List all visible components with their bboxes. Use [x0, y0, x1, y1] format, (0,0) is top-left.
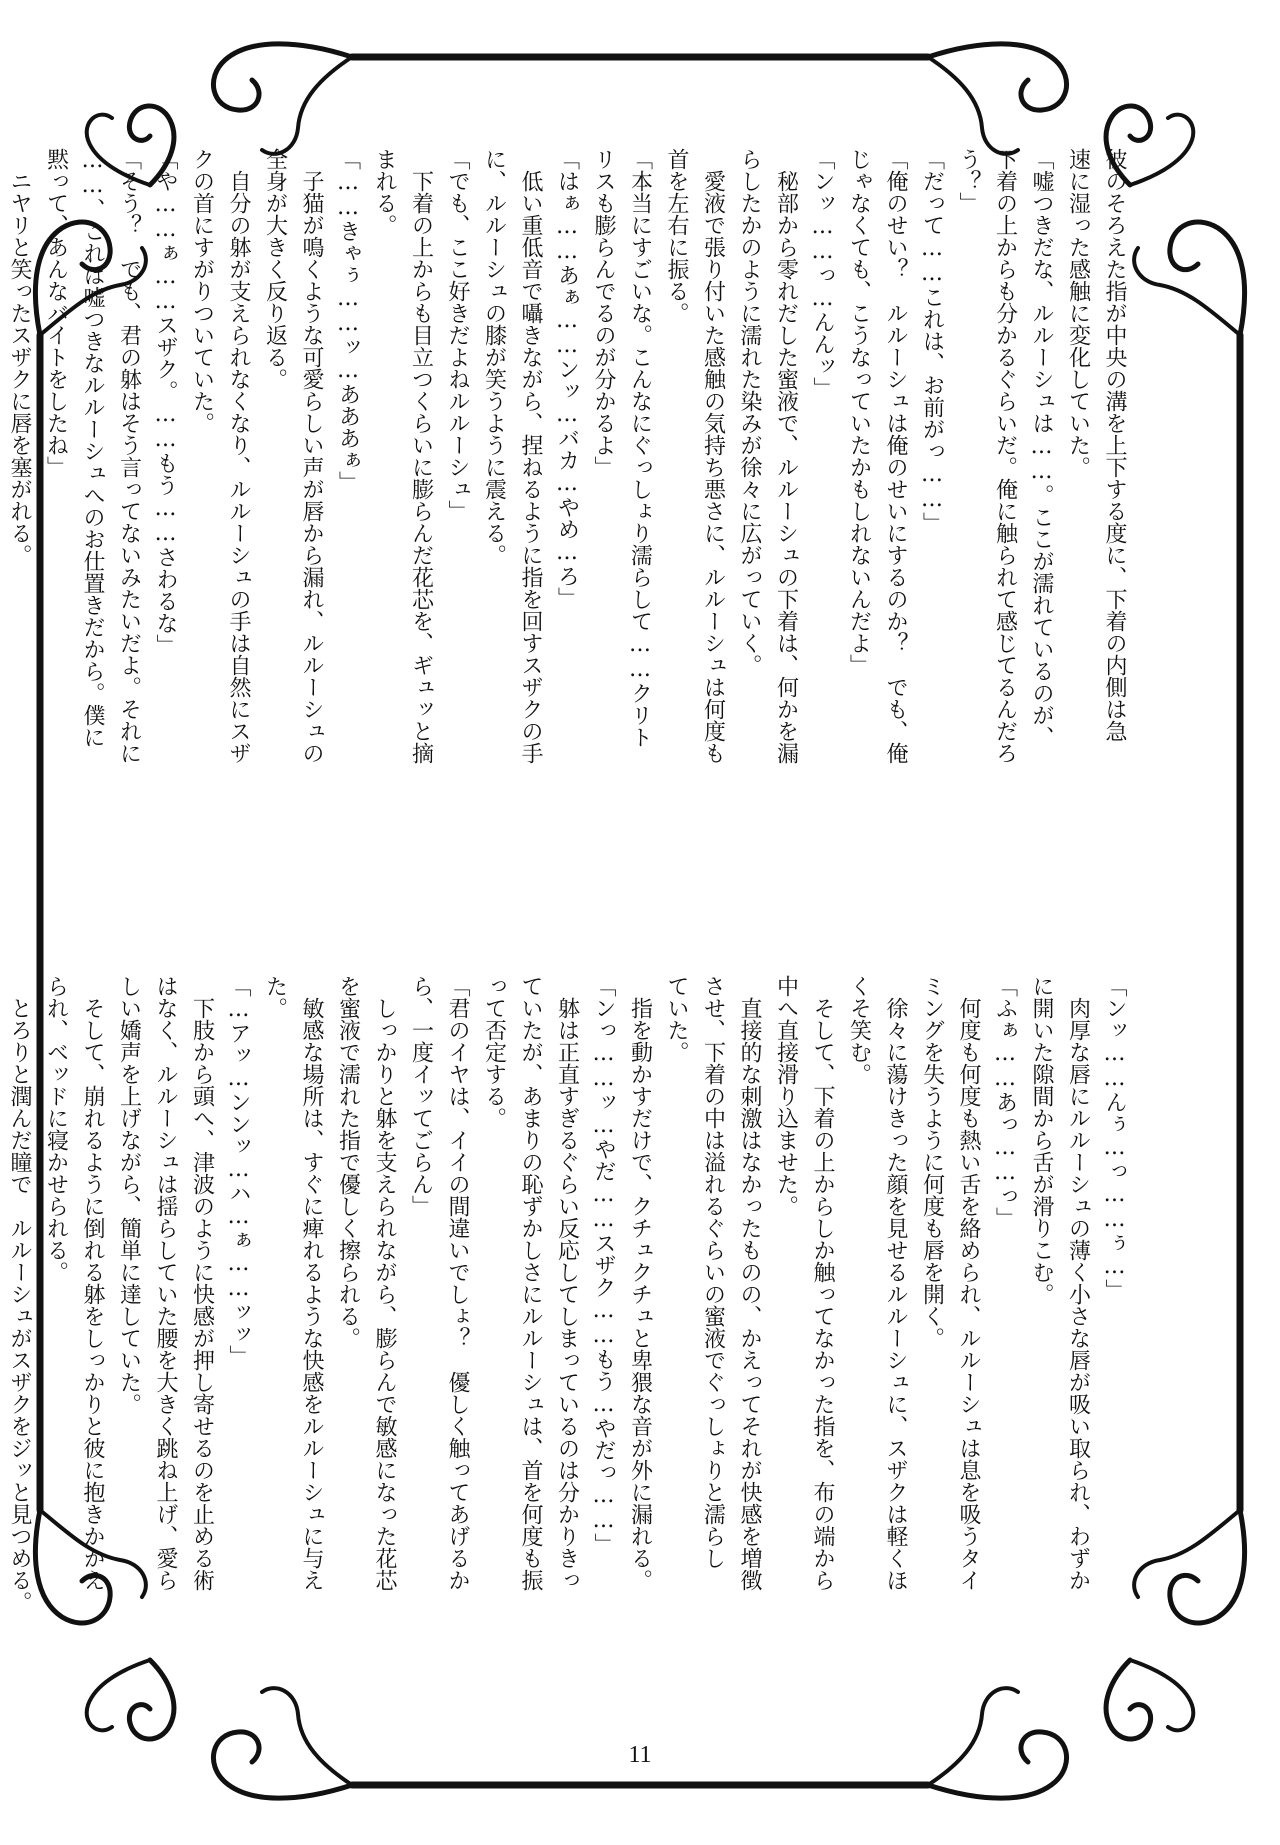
- text-line: 直接的な刺激はなかったものの、かえってそれが快感を増徴: [737, 975, 762, 1591]
- text-line: られ、ベッドに寝かせられる。: [43, 975, 69, 1283]
- text-line: 「そう？ でも、君の躰はそう言ってないみたいだよ。それに: [116, 148, 142, 764]
- text-line: ミングを失うように何度も唇を開く。: [919, 975, 945, 1349]
- text-line: クの首にすがりついていた。: [189, 148, 215, 434]
- text-line: 「や……ぁ……スザク。……もう……さわるな」: [153, 148, 178, 656]
- text-line: まれる。: [372, 148, 397, 236]
- text-line: 指を動かすだけで、クチュクチュと卑猥な音が外に漏れる。: [627, 975, 653, 1591]
- text-line: 「ンッ……っ…んんッ」: [810, 148, 835, 399]
- text-line: 黙って、あんなバイトをしたね」: [43, 148, 69, 478]
- text-line: 「本当にすごいな。こんなにぐっしょり濡らして……クリト: [627, 148, 653, 748]
- text-line: 彼のそろえた指が中央の溝を上下する度に、下着の内側は急: [1102, 148, 1127, 742]
- text-line: はなく、ルルーシュは揺らしていた腰を大きく跳ね上げ、愛ら: [153, 975, 178, 1591]
- text-line: させ、下着の中は溢れるぐらいの蜜液でぐっしょりと濡らし: [700, 975, 726, 1569]
- text-line: 秘部から零れだした蜜液で、ルルーシュの下着は、何かを漏: [773, 148, 799, 764]
- text-line: くそ笑む。: [846, 975, 872, 1085]
- text-line: じゃなくても、こうなっていたかもしれないんだよ」: [846, 148, 872, 676]
- text-block-top: [1, 148, 1133, 808]
- text-line: 下着の上からも目立つくらいに膨らんだ花芯を、ギュッと摘: [408, 148, 434, 764]
- text-line: ら、一度イッてごらん」: [408, 975, 434, 1217]
- text-line: 何度も何度も熱い舌を絡められ、ルルーシュは息を吸うタイ: [956, 975, 981, 1591]
- text-line: 肉厚な唇にルルーシュの薄く小さな唇が吸い取られ、わずか: [1065, 975, 1091, 1591]
- text-line: 中へ直接滑り込ませた。: [773, 975, 799, 1217]
- text-line: 自分の躰が支えられなくなり、ルルーシュの手は自然にスザ: [226, 148, 251, 764]
- text-line: 「……きゃぅ……ッ…あああぁ」: [335, 148, 361, 493]
- page-number: 11: [628, 1742, 652, 1768]
- text-line: リスも膨らんでるのが分かるよ」: [591, 148, 616, 478]
- text-line: 速に湿った感触に変化していた。: [1065, 148, 1091, 478]
- text-line: 「嘘つきだな、ルルーシュは……。ここが濡れているのが、: [1029, 148, 1054, 748]
- text-line: 「ンっ……ッ…やだ……スザク……もう…やだっ……」: [591, 975, 616, 1555]
- text-block-bottom: [1, 975, 1133, 1635]
- text-line: に開いた隙間から舌が滑りこむ。: [1029, 975, 1054, 1305]
- text-line: 躰は正直すぎるぐらい反応してしまっているのは分かりきっ: [554, 975, 580, 1591]
- text-line: って否定する。: [481, 975, 507, 1129]
- text-line: 「ンッ……んぅ…っ……ぅ…」: [1102, 975, 1127, 1301]
- text-line: を蜜液で濡れた指で優しく擦られる。: [335, 975, 361, 1349]
- text-line: 「はぁ……あぁ……ンッ…バカ…やめ…ろ」: [554, 148, 580, 609]
- text-line: 「でも、ここ好きだよねルルーシュ」: [445, 148, 470, 522]
- text-line: 「だって……これは、お前がっ……」: [919, 148, 945, 534]
- text-line: 「俺のせい？ ルルーシュは俺のせいにするのか？ でも、俺: [883, 148, 908, 764]
- text-line: 首を左右に振る。: [664, 148, 689, 324]
- text-line: 「…アッ…ンンッ…ハ…ぁ……ッッ」: [226, 975, 251, 1367]
- text-line: そして、崩れるように倒れる躰をしっかりと彼に抱きかかえ: [80, 975, 105, 1591]
- text-line: 下肢から頭へ、津波のように快感が押し寄せるのを止める術: [189, 975, 215, 1591]
- text-line: とろりと潤んだ瞳で ルルーシュがスザクをジッと見つめる。: [7, 975, 32, 1613]
- text-line: 徐々に蕩けきった顔を見せるルルーシュに、スザクは軽くほ: [883, 975, 908, 1591]
- text-line: 敏感な場所は、すぐに痺れるような快感をルルーシュに与え: [299, 975, 324, 1591]
- text-line: 全身が大きく反り返る。: [262, 148, 288, 390]
- text-line: 「君のイヤは、イイの間違いでしょ？ 優しく触ってあげるか: [445, 975, 470, 1591]
- text-line: 愛液で張り付いた感触の気持ち悪さに、ルルーシュは何度も: [700, 148, 726, 764]
- text-line: に、ルルーシュの膝が笑うように震える。: [481, 148, 507, 566]
- text-line: ていたが、あまりの恥ずかしさにルルーシュは、首を何度も振: [518, 975, 543, 1591]
- text-line: らしたかのように濡れた染みが徐々に広がっていく。: [737, 148, 762, 676]
- text-line: 「ふぁ……あっ……っ」: [992, 975, 1018, 1229]
- text-line: しい嬌声を上げながら、簡単に達していた。: [116, 975, 142, 1415]
- text-line: 子猫が鳴くような可愛らしい声が唇から漏れ、ルルーシュの: [299, 148, 324, 764]
- text-line: ていた。: [664, 975, 689, 1063]
- text-line: しっかりと躰を支えられながら、膨らんで敏感になった花芯: [372, 975, 397, 1591]
- text-line: た。: [262, 975, 288, 1019]
- text-line: 下着の上からも分かるぐらいだ。俺に触られて感じてるんだろ: [992, 148, 1018, 764]
- text-line: ニヤリと笑ったスザクに唇を塞がれる。: [7, 148, 32, 566]
- text-line: 低い重低音で囁きながら、捏ねるように指を回すスザクの手: [518, 148, 543, 764]
- text-line: そして、下着の上からしか触ってなかった指を、布の端から: [810, 975, 835, 1591]
- text-line: う？」: [956, 148, 981, 214]
- text-line: ……、これは嘘つきなルルーシュへのお仕置きだから。僕に: [80, 148, 105, 748]
